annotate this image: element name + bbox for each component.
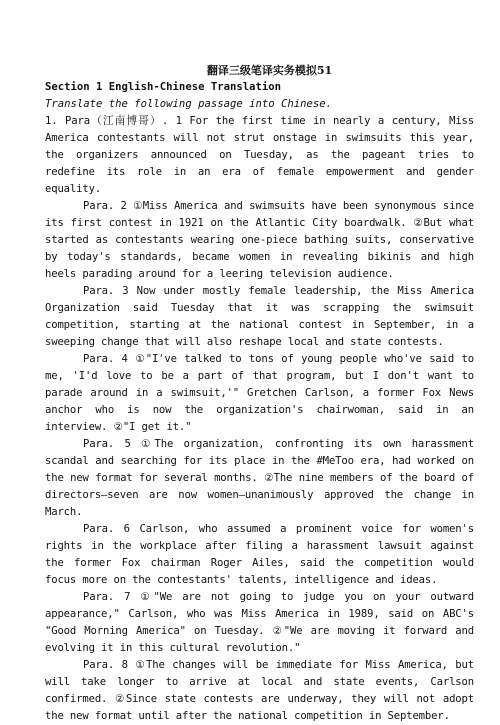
paragraph-4: Para. 4 ①"I've talked to tons of young people who've said to me, 'I'd love to be a part of that program, but I don't want to parade around in a swimsuit,'" Gretchen Carlson, a former Fox News anchor who is now the organization's chairwoman, said in an interview. ②"I get it.": [45, 353, 474, 433]
paragraph-2: Para. 2 ①Miss America and swimsuits have been synonymous since its first contest in 1921 on the Atlantic City boardwalk. ②But what started as contestants wearing one-piece bathing suits, conservative by today's standards, became women in revealing bikinis and high heels parading around for a leering television audience.: [45, 200, 474, 280]
paragraph-3: Para. 3 Now under mostly female leadership, the Miss America Organization said Tuesday that it was scrapping the swimsuit competition, starting at the national contest in September, in a sweeping change that will also reshape local and state contests.: [45, 285, 474, 348]
paragraph-5: Para. 5 ①The organization, confronting its own harassment scandal and searching for its place in the #MeToo era, had worked on the new format for several months. ②The nine members of the board of directors—seven are now women—unanimously approved the change in March.: [45, 438, 474, 518]
paragraph-8: Para. 8 ①The changes will be immediate for Miss America, but will take longer to arrive at local and state events, Carlson confirmed. ②Since state contests are underway, they will not adopt the new format until after the national competition in September.: [45, 659, 474, 722]
paragraph-7: Para. 7 ①"We are not going to judge you on your outward appearance," Carlson, who was Miss America in 1989, said on ABC's "Good Morning America" on Tuesday. ②"We are moving it forward and evolving it in this cultural revolution.": [45, 591, 474, 654]
section-heading: Section 1 English-Chinese Translation: [45, 81, 281, 93]
page-title: 翻译三级笔译实务模拟51: [206, 64, 333, 77]
paragraph-1: 1. Para（江南博哥）. 1 For the first time in nearly a century, Miss America contestants will not strut onstage in swimsuits this year, the organizers announced on Tuesday, as the pageant tries to redefine its role in an era of female empowerment and gender equality.: [45, 115, 474, 195]
paragraph-6: Para. 6 Carlson, who assumed a prominent voice for women's rights in the workplace after filing a harassment lawsuit against the former Fox chairman Roger Ailes, said the competition would focus more on the contestants' talents, intelligence and ideas.: [45, 523, 474, 586]
instruction-text: Translate the following passage into Chinese.: [45, 98, 333, 110]
